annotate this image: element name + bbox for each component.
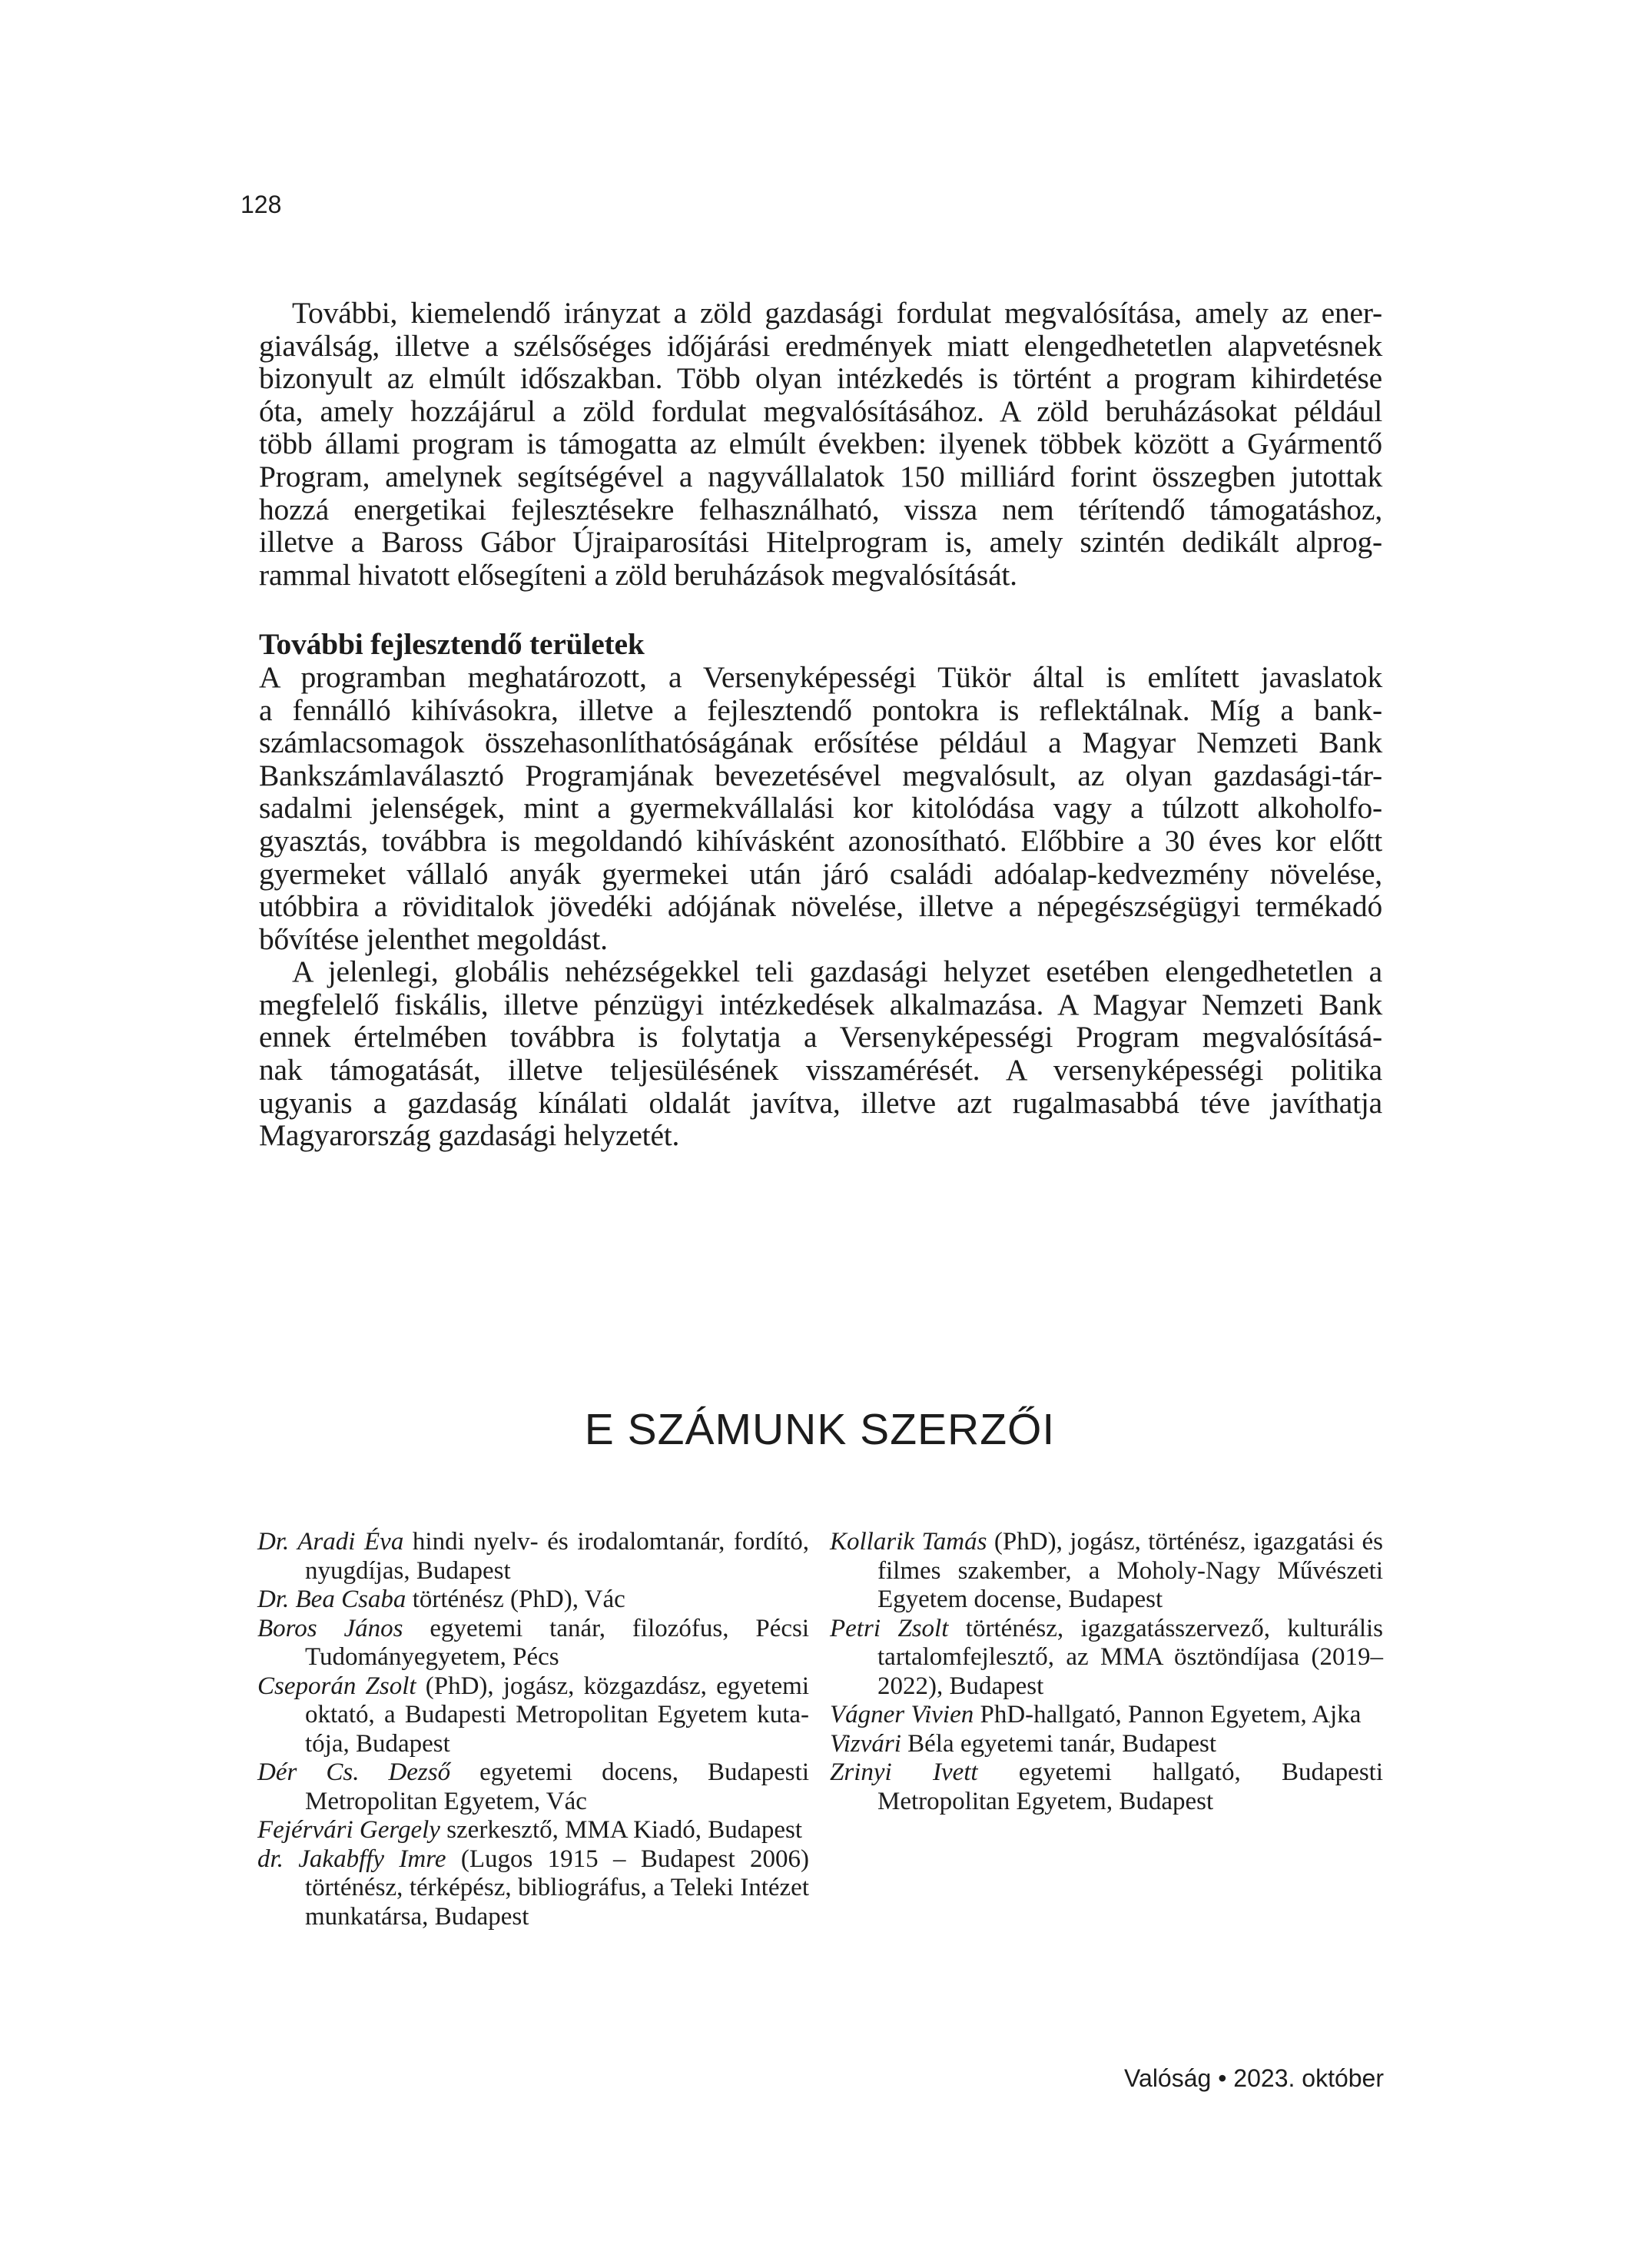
author-name: Vágner Vivien <box>830 1701 974 1728</box>
authors-right-column <box>830 1528 1383 1816</box>
author-entry <box>257 1816 809 1845</box>
text-line: utóbbira a röviditalok jövedéki adójának növelése, illetve a népegészségügyi termékadó <box>259 889 1382 924</box>
text-line: sadalmi jelenségek, mint a gyermekvállalási kor kitolódása vagy a túlzott alkoholfo- <box>259 791 1382 825</box>
author-entry <box>257 1586 809 1615</box>
text-line: giaválság, illetve a szélsőséges időjárási eredmények miatt elengedhetetlen alapvetésnek <box>259 328 1382 363</box>
text-line: rammal hivatott elősegíteni a zöld beruházások megvalósítását. <box>259 557 1017 592</box>
author-description: hindi nyelv- és irodalomtanár, fordító, nyugdíjas, Budapest <box>305 1528 809 1585</box>
author-entry <box>830 1730 1383 1759</box>
text-line: óta, amely hozzájárul a zöld fordulat megvalósításához. A zöld beruházásokat például <box>259 393 1382 428</box>
author-name: Vizvári <box>830 1729 901 1758</box>
text-line: illetve a Baross Gábor Újraiparosítási Hitelprogram is, amely szintén dedikált alprog- <box>259 525 1382 560</box>
authors-left-column <box>257 1528 809 1931</box>
author-name: Dr. Bea Csaba <box>257 1586 406 1613</box>
author-name: Zrinyi Ivett <box>830 1758 978 1786</box>
paragraph-green-transition <box>259 297 1382 591</box>
article-body <box>259 297 1382 1152</box>
page-footer: Valóság • 2023. október <box>1124 2064 1384 2092</box>
text-line: ugyanis a gazdaság kínálati oldalát javítva, illetve azt rugalmasabbá téve javíthatja <box>259 1085 1382 1120</box>
text-line: bizonyult az elmúlt időszakban. Több olyan intézkedés is történt a program kihirdetése <box>259 361 1382 396</box>
author-description: történész, igazgatásszervező, kulturális tartalomfejlesztő, az MMA ösztöndíjasa (2019–2022), Budapest <box>877 1614 1384 1700</box>
author-entry <box>830 1758 1383 1816</box>
author-name: dr. Jakabffy Imre <box>257 1845 446 1873</box>
authors-section-title <box>0 1406 1632 1453</box>
author-name: Dr. Aradi Éva <box>257 1528 404 1556</box>
author-entry <box>830 1528 1383 1615</box>
author-entry <box>257 1672 809 1759</box>
author-name: Boros János <box>257 1614 403 1642</box>
text-line: megfelelő fiskális, illetve pénzügyi intézkedések alkalmazása. A Magyar Nemzeti Bank <box>259 987 1382 1021</box>
author-name: Cseporán Zsolt <box>257 1672 416 1700</box>
text-line: hozzá energetikai fejlesztésekre felhasználható, vissza nem térítendő támogatáshoz, <box>259 492 1382 526</box>
author-description: (PhD), jogász, közgazdász, egyetemi oktató, a Budapesti Metropolitan Egyetem kuta-tója, Budapest <box>305 1672 810 1758</box>
text-line: ennek értelmében továbbra is folytatja a Versenyképességi Program megvalósításá- <box>259 1020 1382 1054</box>
text-line: számlacsomagok összehasonlíthatóságának erősítése például a Magyar Nemzeti Bank <box>259 726 1382 760</box>
text-line: Bankszámlaválasztó Programjának bevezetésével megvalósult, az olyan gazdasági-tár- <box>259 758 1382 792</box>
text-line: További, kiemelendő irányzat a zöld gazdasági fordulat megvalósítása, amely az ener- <box>292 296 1382 330</box>
paragraph-conclusion <box>259 955 1382 1152</box>
text-line: Program, amelynek segítségével a nagyvállalatok 150 milliárd forint összegben jutottak <box>259 459 1382 493</box>
text-line: bővítése jelenthet megoldást. <box>259 921 608 956</box>
text-line: több állami program is támogatta az elmúlt években: ilyenek többek között a Gyármentő <box>259 427 1382 461</box>
author-description: egyetemi hallgató, Budapesti Metropolitan Egyetem, Budapest <box>877 1758 1384 1815</box>
author-description: (Lugos 1915 – Budapest 2006) történész, térképész, bibliográfus, a Teleki Intézet munkatársa, Budapest <box>305 1845 809 1931</box>
text-line: gyasztás, továbbra is megoldandó kihívásként azonosítható. Előbbire a 30 éves kor előtt <box>259 823 1382 858</box>
section-heading: További fejlesztendő területek <box>259 627 645 662</box>
author-description: történész (PhD), Vác <box>412 1586 625 1613</box>
author-entry <box>257 1615 809 1672</box>
paragraph-development-areas <box>259 661 1382 955</box>
author-name: Petri Zsolt <box>830 1614 949 1642</box>
authors-title-text: E SZÁMUNK SZERZŐI <box>584 1405 1056 1454</box>
text-line: Magyarország gazdasági helyzetét. <box>259 1118 680 1153</box>
author-entry <box>830 1701 1383 1730</box>
author-name: Kollarik Tamás <box>830 1528 987 1556</box>
text-line: A programban meghatározott, a Versenyképességi Tükör által is említett javaslatok <box>259 659 1382 694</box>
text-line: a fennálló kihívásokra, illetve a fejlesztendő pontokra is reflektálnak. Míg a bank- <box>259 692 1382 727</box>
author-name: Fejérvári Gergely <box>257 1816 440 1844</box>
author-entry <box>257 1845 809 1932</box>
author-description: (PhD), jogász, történész, igazgatási és filmes szakember, a Moholy-Nagy Művészeti Egyetem docense, Budapest <box>877 1528 1383 1613</box>
author-name: Dér Cs. Dezső <box>257 1758 451 1786</box>
author-description: egyetemi tanár, filozófus, Pécsi Tudományegyetem, Pécs <box>305 1614 810 1671</box>
author-description: PhD-hallgató, Pannon Egyetem, Ajka <box>980 1701 1362 1728</box>
author-entry <box>830 1615 1383 1702</box>
text-line: A jelenlegi, globális nehézségekkel teli gazdasági helyzet esetében elengedhetetlen a <box>292 955 1382 989</box>
text-line: nak támogatását, illetve teljesülésének visszamérését. A versenyképességi politika <box>259 1053 1382 1088</box>
text-line: gyermeket vállaló anyák gyermekei után járó családi adóalap-kedvezmény növelése, <box>259 856 1382 891</box>
author-entry <box>257 1528 809 1586</box>
author-description: Béla egyetemi tanár, Budapest <box>907 1729 1217 1758</box>
author-entry <box>257 1758 809 1816</box>
author-description: egyetemi docens, Budapesti Metropolitan Egyetem, Vác <box>305 1758 809 1815</box>
page-number: 128 <box>240 191 282 218</box>
author-description: szerkesztő, MMA Kiadó, Budapest <box>446 1816 803 1844</box>
